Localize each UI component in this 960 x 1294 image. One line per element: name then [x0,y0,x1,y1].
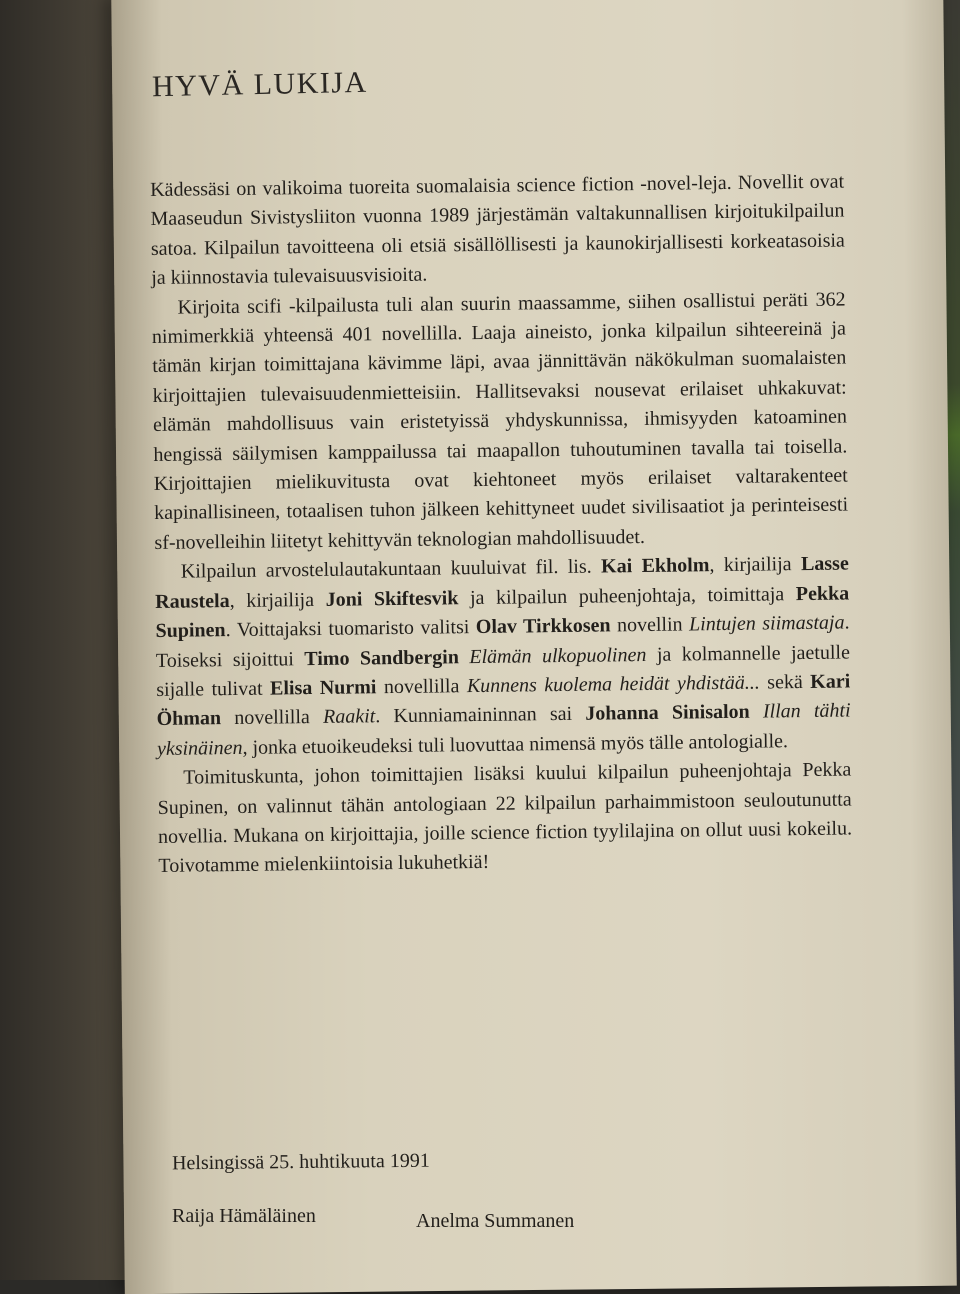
story-title-text: Illan tähti yksinäinen [156,699,851,760]
name-text: Lasse Raustela [155,552,849,613]
body-text: Kilpailun arvostelulautakuntaan kuuluivat fil. lis. [180,555,602,583]
body-text: Kädessäsi on valikoima tuoreita suomalaisia science fiction -novel-leja. Novellit ovat Maaseudun Sivistysliiton vuonna 1989 järjestämän valtakunnallisen kirjoitukilpailun satoa. Kilpailun tavoitteena oli etsiä sisällöllisesti ja kaunokirjallisesti korkeatasoisia ja kiinnostavia tulevaisuusvisioita. [150,170,845,290]
body-text: ja kilpailun puheenjohtaja, toimittaja [458,582,796,609]
body-text: ja kolmannelle jaetulle sijalle tulivat [156,640,851,701]
body-text: , jonka etuoikeudeksi tuli luovuttaa nimensä myös tälle antologialle. [242,729,789,759]
body-text: . Kunniamaininnan sai [375,703,586,728]
body-text: novellilla [376,675,468,699]
place-and-date: Helsingissä 25. huhtikuuta 1991 [171,1149,430,1175]
story-title-text: Lintujen siimastaja [688,611,845,636]
signature-2: Anelma Summanen [416,1210,575,1232]
name-text: Olav Tirkkosen [475,614,611,639]
body-text: Toimituskunta, johon toimittajien lisäksi kuului kilpailun puheenjohtaja Pekka Supinen, on valinnut tähän antologiaan 22 kilpailun parhaimmistoon seuloutunutta novellia. Mukana on kirjoittajia, joille science fiction tyylilajina on ollut uusi kokeilu. Toivotamme mielenkiintoisia lukuhetkiä! [157,758,853,878]
body-text: , kirjailija [709,553,802,577]
body-text: . Toiseksi sijoittui [155,611,850,672]
body-text [750,701,763,723]
story-title-text: Elämän ulkopuolinen [469,643,647,668]
story-title-text: Raakit [322,705,376,729]
paragraph-1 [150,168,845,294]
body-text: , kirjailija [229,588,326,612]
name-text: Pekka Supinen [155,582,850,643]
story-title-text: Kunnens kuolema heidät yhdistää... [466,671,760,698]
paragraph-4 [157,756,852,882]
foreword-text [150,168,853,882]
signature-1: Raija Hämäläinen [172,1205,316,1227]
page-title: HYVÄ LUKIJA [151,65,368,104]
paragraph-3 [155,550,851,764]
name-text: Johanna Sinisalon [585,701,750,726]
name-text: Kari Öhman [156,670,851,731]
name-text: Kai Ekholm [600,554,710,578]
name-text: Joni Skiftesvik [325,586,459,611]
body-text: sekä [759,670,811,694]
body-text: novellilla [220,706,324,730]
paragraph-2 [151,285,848,558]
body-text: novellin [610,613,690,637]
name-text: Elisa Nurmi [269,676,377,700]
body-text: . Voittajaksi tuomaristo valitsi [225,616,476,642]
name-text: Timo Sandbergin [304,645,460,670]
body-text: Kirjoita scifi -kilpailusta tuli alan suurin maassamme, siihen osallistui peräti 362 nimimerkkiä yhteensä 401 novellilla. Laaja aineisto, jonka kilpailun sihteereinä ja tämän kirjan toimittajana kävimme läpi, avaa jännittävän näkökulman suomalaisten kirjoittajien tulevaisuudenmietteisiin. Hallitsevaksi nousevat erilaiset uhkakuvat: elämän mahdollisuus vain eristetyissä yhdyskunnissa, ihmisyyden katoaminen hengissä säilymisen kamppailussa tai maapallon tuhoutuminen tavalla tai toisella. Kirjoittajien mielikuvitusta ovat kiehtoneet myös erilaiset valtarakenteet kapinallisineen, totaalisen tuhon jälkeen kehittyneet uudet sivilisaatiot ja perinteisesti sf-novelleihin liitetyt kehittyvän teknologian mahdollisuudet. [151,288,849,554]
